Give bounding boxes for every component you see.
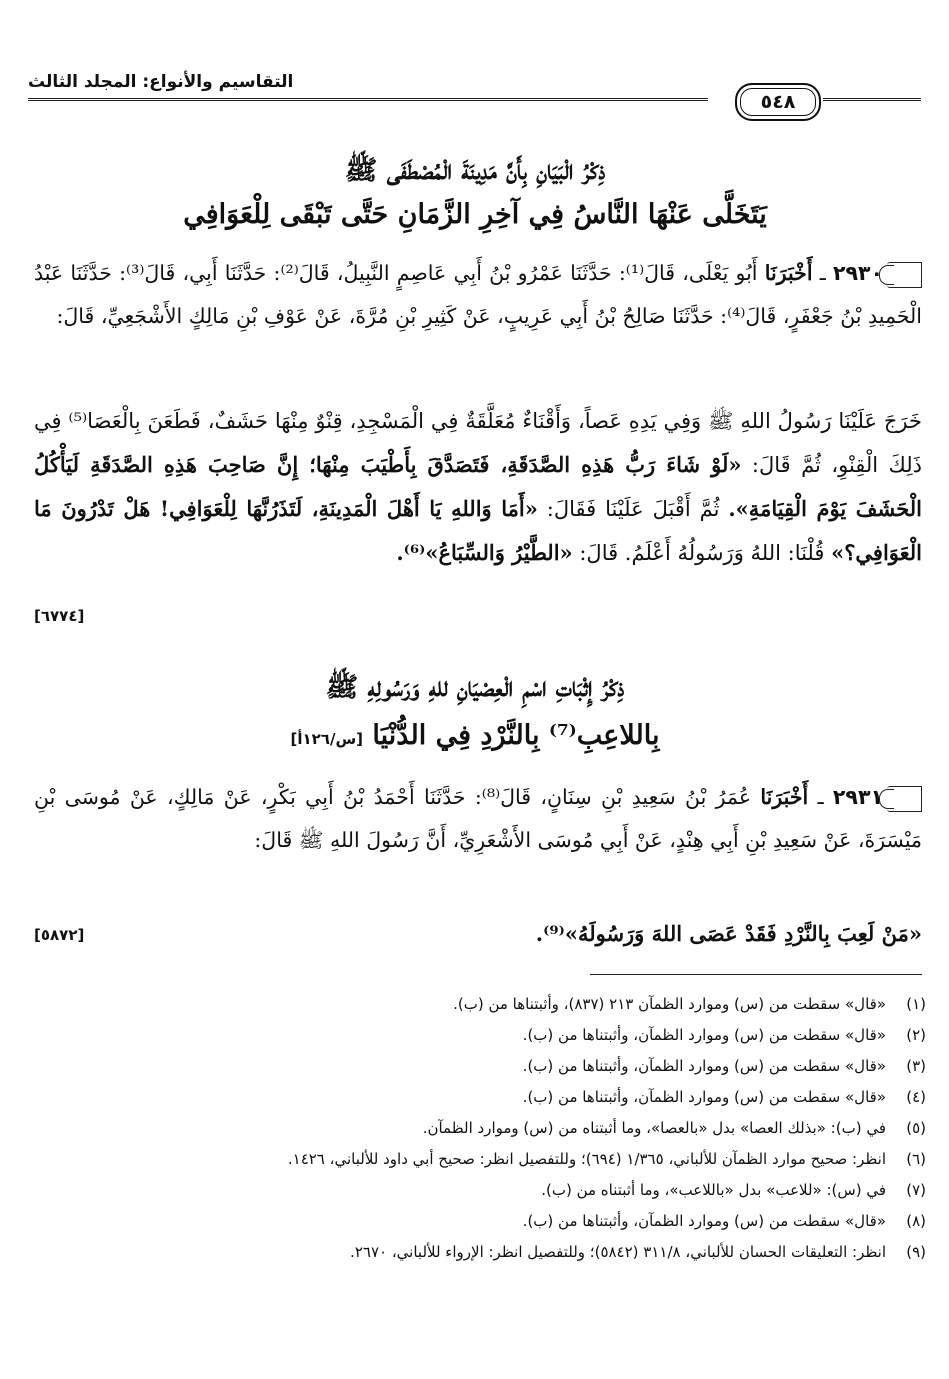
footnote-rule [590, 974, 922, 975]
hadith-2930-isnad: ٢٩٣٠ ـ أَخْبَرَنَا أَبُو يَعْلَى، قَالَ⁽¹⁾: حَدَّثَنَا عَمْرُو بْنُ أَبِي عَاصِمٍ النَّبِيلُ، قَالَ⁽²⁾: حَدَّثَنَا أَبِي، قَالَ⁽³⁾: حَدَّثَنَا عَبْدُ الْحَمِيدِ بْنُ جَعْفَرٍ، قَالَ⁽⁴⁾: حَدَّثَنَا صَالِحُ بْنُ أَبِي عَرِيبٍ، عَنْ كَثِيرِ بْنِ مُرَّةَ، عَنْ عَوْفِ بْنِ مَالِكٍ الأَشْجَعِيِّ، قَالَ: [34, 261, 922, 328]
hadith-2931-matn [182, 912, 922, 956]
matn-text: قُلْنَا: اللهُ وَرَسُولُهُ أَعْلَمُ. قَالَ: [579, 541, 825, 565]
footnote-item: (٢) «قال» سقطت من (س) وموارد الظمآن، وأثبتناها من (ب). [522, 1026, 926, 1044]
footnote-item: (٩) انظر: التعليقات الحسان للألباني، ٣١١/٨ (٥٨٤٢)؛ وللتفصيل انظر: الإرواء للألباني، ٢٦٧٠. [350, 1243, 926, 1261]
hadith-number: ٢٩٣١ [832, 785, 883, 809]
footnotes [30, 990, 926, 1269]
section-1-heading-line-2: يَتَخَلَّى عَنْهَا النَّاسُ فِي آخِرِ الزَّمَانِ حَتَّى تَبْقَى لِلْعَوَافِي [183, 199, 767, 230]
matn-quote: «أَمَا وَاللهِ يَا أَهْلَ الْمَدِينَةِ، لَتَذَرُنَّهَا لِلْعَوَافِي! هَلْ تَدْرُونَ مَا الْعَوَافِي؟» [34, 496, 922, 565]
page-number-frame [735, 83, 821, 121]
section-2-heading-text: بِاللاعِبِ⁽⁷⁾ بِالنَّرْدِ فِي الدُّنْيَا [372, 720, 660, 751]
matn-quote: «لَوْ شَاءَ رَبُّ هَذِهِ الصَّدَقَةِ، فَتَصَدَّقَ بِأَطْيَبَ مِنْهَا؛ إِنَّ صَاحِبَ هَذِهِ الصَّدَقَةِ لَيَأْكُلُ الْحَشَفَ يَوْمَ الْقِيَامَةِ». [34, 452, 922, 521]
isnad-lead: أَخْبَرَنَا [764, 261, 813, 285]
footnote-item: (٤) «قال» سقطت من (س) وموارد الظمآن، وأثبتناها من (ب). [522, 1088, 926, 1106]
footnote-item: (٦) انظر: صحيح موارد الظمآن للألباني، ١/٣٦٥ (٦٩٤)؛ وللتفصيل انظر: صحيح أبي داود للألباني، ١٤٢٦. [287, 1150, 926, 1168]
isnad-lead: أَخْبَرَنَا [760, 785, 809, 809]
footnote-item: (٨) «قال» سقطت من (س) وموارد الظمآن، وأثبتناها من (ب). [522, 1212, 926, 1230]
matn-text: ثُمَّ أَقْبَلَ عَلَيْنَا فَقَالَ: [546, 497, 720, 521]
hadith-2930-reference: [٦٧٧٤] [34, 607, 85, 625]
hadith-marker-icon [887, 262, 922, 288]
footnote-item: (٥) في (ب): «بذلك العصا» بدل «بالعصا»، وما أثبتناه من (س) وموارد الظمآن. [422, 1119, 926, 1137]
hadith-marker-icon [887, 786, 922, 812]
matn-quote: «الطَّيْرُ وَالسِّبَاعُ»⁽⁶⁾. [396, 540, 573, 565]
matn-quote: «مَنْ لَعِبَ بِالنَّرْدِ فَقَدْ عَصَى اللهَ وَرَسُولَهُ»⁽⁹⁾. [535, 921, 922, 946]
hadith-number: ٢٩٣٠ [832, 261, 884, 285]
isnad-text: أَبُو يَعْلَى، قَالَ⁽¹⁾: حَدَّثَنَا عَمْرُو بْنُ أَبِي عَاصِمٍ النَّبِيلُ، قَالَ⁽²⁾: حَدَّثَنَا أَبِي، قَالَ⁽³⁾: حَدَّثَنَا عَبْدُ الْحَمِيدِ بْنُ جَعْفَرٍ، قَالَ⁽⁴⁾: حَدَّثَنَا صَالِحُ بْنُ أَبِي عَرِيبٍ، عَنْ كَثِيرِ بْنِ مُرَّةَ، عَنْ عَوْفِ بْنِ مَالِكٍ الأَشْجَعِيِّ، قَالَ: [34, 261, 922, 328]
hadith-2931-reference: [٥٨٧٢] [34, 926, 85, 944]
matn-text: خَرَجَ عَلَيْنَا رَسُولُ اللهِ ﷺ وَفِي يَدِهِ عَصاً، وَأَقْنَاءٌ مُعَلَّقَةٌ فِي الْمَسْجِدِ، قِنْوٌ مِنْهَا حَشَفٌ، فَطَعَنَ بِالْعَصَا⁽⁵⁾ فِي ذَلِكَ الْقِنْوِ، ثُمَّ قَالَ: [34, 409, 922, 477]
footnote-item: (١) «قال» سقطت من (س) وموارد الظمآن ٢١٣ (٨٣٧)، وأثبتناها من (ب). [453, 995, 926, 1013]
hadith-2930-matn [34, 400, 922, 575]
section-2-heading-line-2 [40, 720, 910, 751]
section-1-heading-line-1: ذِكْرُ الْبَيَانِ بِأَنَّ مَدِينَةَ الْمُصْطَفَى ﷺ [344, 155, 606, 186]
header-rule-right [823, 98, 921, 101]
section-2-heading-line-1: ذِكْرُ إِثْبَاتِ اسْمِ الْعِصْيَانِ للهِ وَرَسُولِهِ ﷺ [325, 672, 625, 703]
section-2-heading-ref: [س/١٢٦أ] [290, 730, 364, 748]
isnad-text: عُمَرُ بْنُ سَعِيدِ بْنِ سِنَانٍ، قَالَ⁽⁸⁾: حَدَّثَنَا أَحْمَدُ بْنُ أَبِي بَكْرٍ، عَنْ مَالِكٍ، عَنْ مُوسَى بْنِ مَيْسَرَةَ، عَنْ سَعِيدِ بْنِ أَبِي هِنْدٍ، عَنْ أَبِي مُوسَى الأَشْعَرِيِّ، أَنَّ رَسُولَ اللهِ ﷺ قَالَ: [34, 785, 922, 852]
footnote-item: (٣) «قال» سقطت من (س) وموارد الظمآن، وأثبتناها من (ب). [522, 1057, 926, 1075]
page-number: ٥٤٨ [760, 91, 796, 113]
header-rule-left [28, 98, 708, 101]
footnote-item: (٧) في (س): «للاعب» بدل «باللاعب»، وما أثبتناه من (ب). [541, 1181, 926, 1199]
running-title: التقاسيم والأنواع: المجلد الثالث [28, 72, 294, 92]
hadith-2931-isnad: ٢٩٣١ ـ أَخْبَرَنَا عُمَرُ بْنُ سَعِيدِ بْنِ سِنَانٍ، قَالَ⁽⁸⁾: حَدَّثَنَا أَحْمَدُ بْنُ أَبِي بَكْرٍ، عَنْ مَالِكٍ، عَنْ مُوسَى بْنِ مَيْسَرَةَ، عَنْ سَعِيدِ بْنِ أَبِي هِنْدٍ، عَنْ أَبِي مُوسَى الأَشْعَرِيِّ، أَنَّ رَسُولَ اللهِ ﷺ قَالَ: [34, 785, 922, 852]
